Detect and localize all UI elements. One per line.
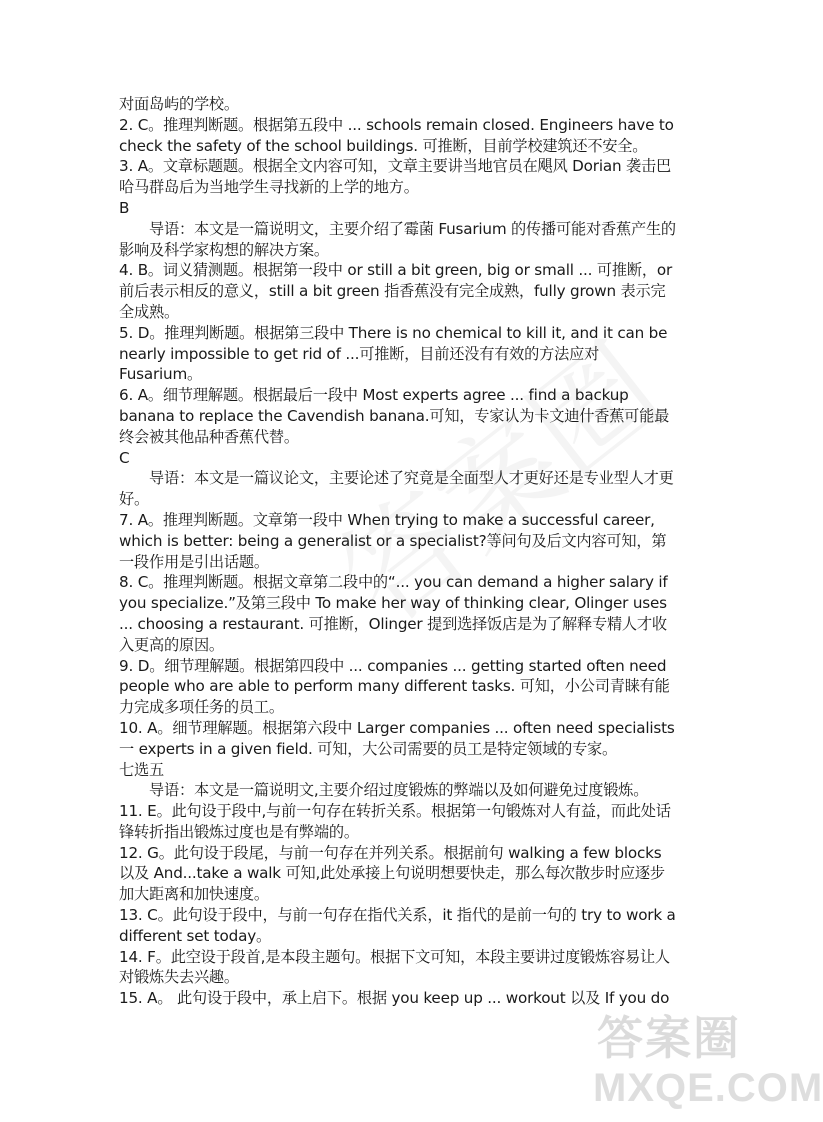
answer-7: 7. A。推理判断题。文章第一段中 When trying to make a successful career, which is better: being a generalist or a specialist?等问句及后文内容可知，第一段作用是引出话题。 <box>119 510 667 571</box>
section-seven-choose-five-intro: 导语：本文是一篇说明文,主要介绍过度锻炼的弊端以及如何避免过度锻炼。 <box>149 781 649 800</box>
answer-12: 12. G。此句设于段尾，与前一句存在并列关系。根据前句 walking a few blocks 以及 And...take a walk 可知,此处承接上句说明想要快走，那么每次散步时应逐步加大距离和加快速度。 <box>119 843 665 904</box>
answer-3: 3. A。文章标题题。根据全文内容可知，文章主要讲当地官员在飓风 Dorian 袭击巴哈马群岛后为当地学生寻找新的上学的地方。 <box>119 157 671 197</box>
section-c-heading: C <box>119 448 130 467</box>
section-seven-choose-five-heading: 七选五 <box>119 760 164 779</box>
section-b-intro: 导语：本文是一篇说明文，主要介绍了霉菌 Fusarium 的传播可能对香蕉产生的影响及科学家构想的解决方案。 <box>119 219 676 259</box>
text-line-1: 对面岛屿的学校。 <box>119 95 239 113</box>
answer-14: 14. F。此空设于段首,是本段主题句。根据下文可知，本段主要讲过度锻炼容易让人对锻炼失去兴趣。 <box>119 947 670 987</box>
answer-15: 15. A。 此句设于段中，承上启下。根据 you keep up ... workout 以及 If you do <box>119 989 670 1008</box>
answer-5: 5. D。推理判断题。根据第三段中 There is no chemical to kill it, and it can be nearly impossible to get rid of ...可推断，目前还没有有效的方法应对 Fusarium。 <box>119 323 668 384</box>
answer-key-text <box>119 94 679 1009</box>
logo-chinese-text: 答案圈 <box>597 1011 741 1065</box>
answer-10: 10. A。细节理解题。根据第六段中 Larger companies ... often need specialists 一 experts in a given field. 可知，大公司需要的员工是特定领域的专家。 <box>119 718 675 758</box>
answer-11: 11. E。此句设于段中,与前一句存在转折关系。根据第一句锻炼对人有益，而此处话锋转折指出锻炼过度也是有弊端的。 <box>119 802 671 841</box>
section-c-intro: 导语：本文是一篇议论文，主要论述了究竟是全面型人才更好还是专业型人才更好。 <box>119 469 674 509</box>
site-logo <box>579 996 823 1116</box>
answer-6: 6. A。细节理解题。根据最后一段中 Most experts agree ... find a backup banana to replace the Cavendish banana.可知，专家认为卡文迪什香蕉可能最终会被其他品种香蕉代替。 <box>119 386 670 446</box>
answer-2: 2. C。推理判断题。根据第五段中 ... schools remain closed. Engineers have to check the safety of the school buildings. 可推断，目前学校建筑还不安全。 <box>119 115 674 155</box>
answer-9: 9. D。细节理解题。根据第四段中 ... companies ... getting started often need people who are able to perform many different tasks. 可知，小公司青睐有能力完成多项任务的员工。 <box>119 656 670 717</box>
answer-13: 13. C。此句设于段中，与前一句存在指代关系，it 指代的是前一句的 try to work a different set today。 <box>119 906 676 945</box>
section-b-heading: B <box>119 198 130 217</box>
logo-domain-text: MXQE.COM <box>593 1066 823 1110</box>
answer-4: 4. B。词义猜测题。根据第一段中 or still a bit green, big or small ... 可推断，or 前后表示相反的意义，still a bit green 指香蕉没有完全成熟，fully grown 表示完全成熟。 <box>119 261 672 321</box>
answer-8: 8. C。推理判断题。根据文章第二段中的“... you can demand a higher salary if you specialize.”及第三段中 To make her way of thinking clear, Olinger uses ... choosing a restaurant. 可推断，Olinger 提到选择饭店是为了解释专精人才收入更高的原因。 <box>119 573 668 654</box>
